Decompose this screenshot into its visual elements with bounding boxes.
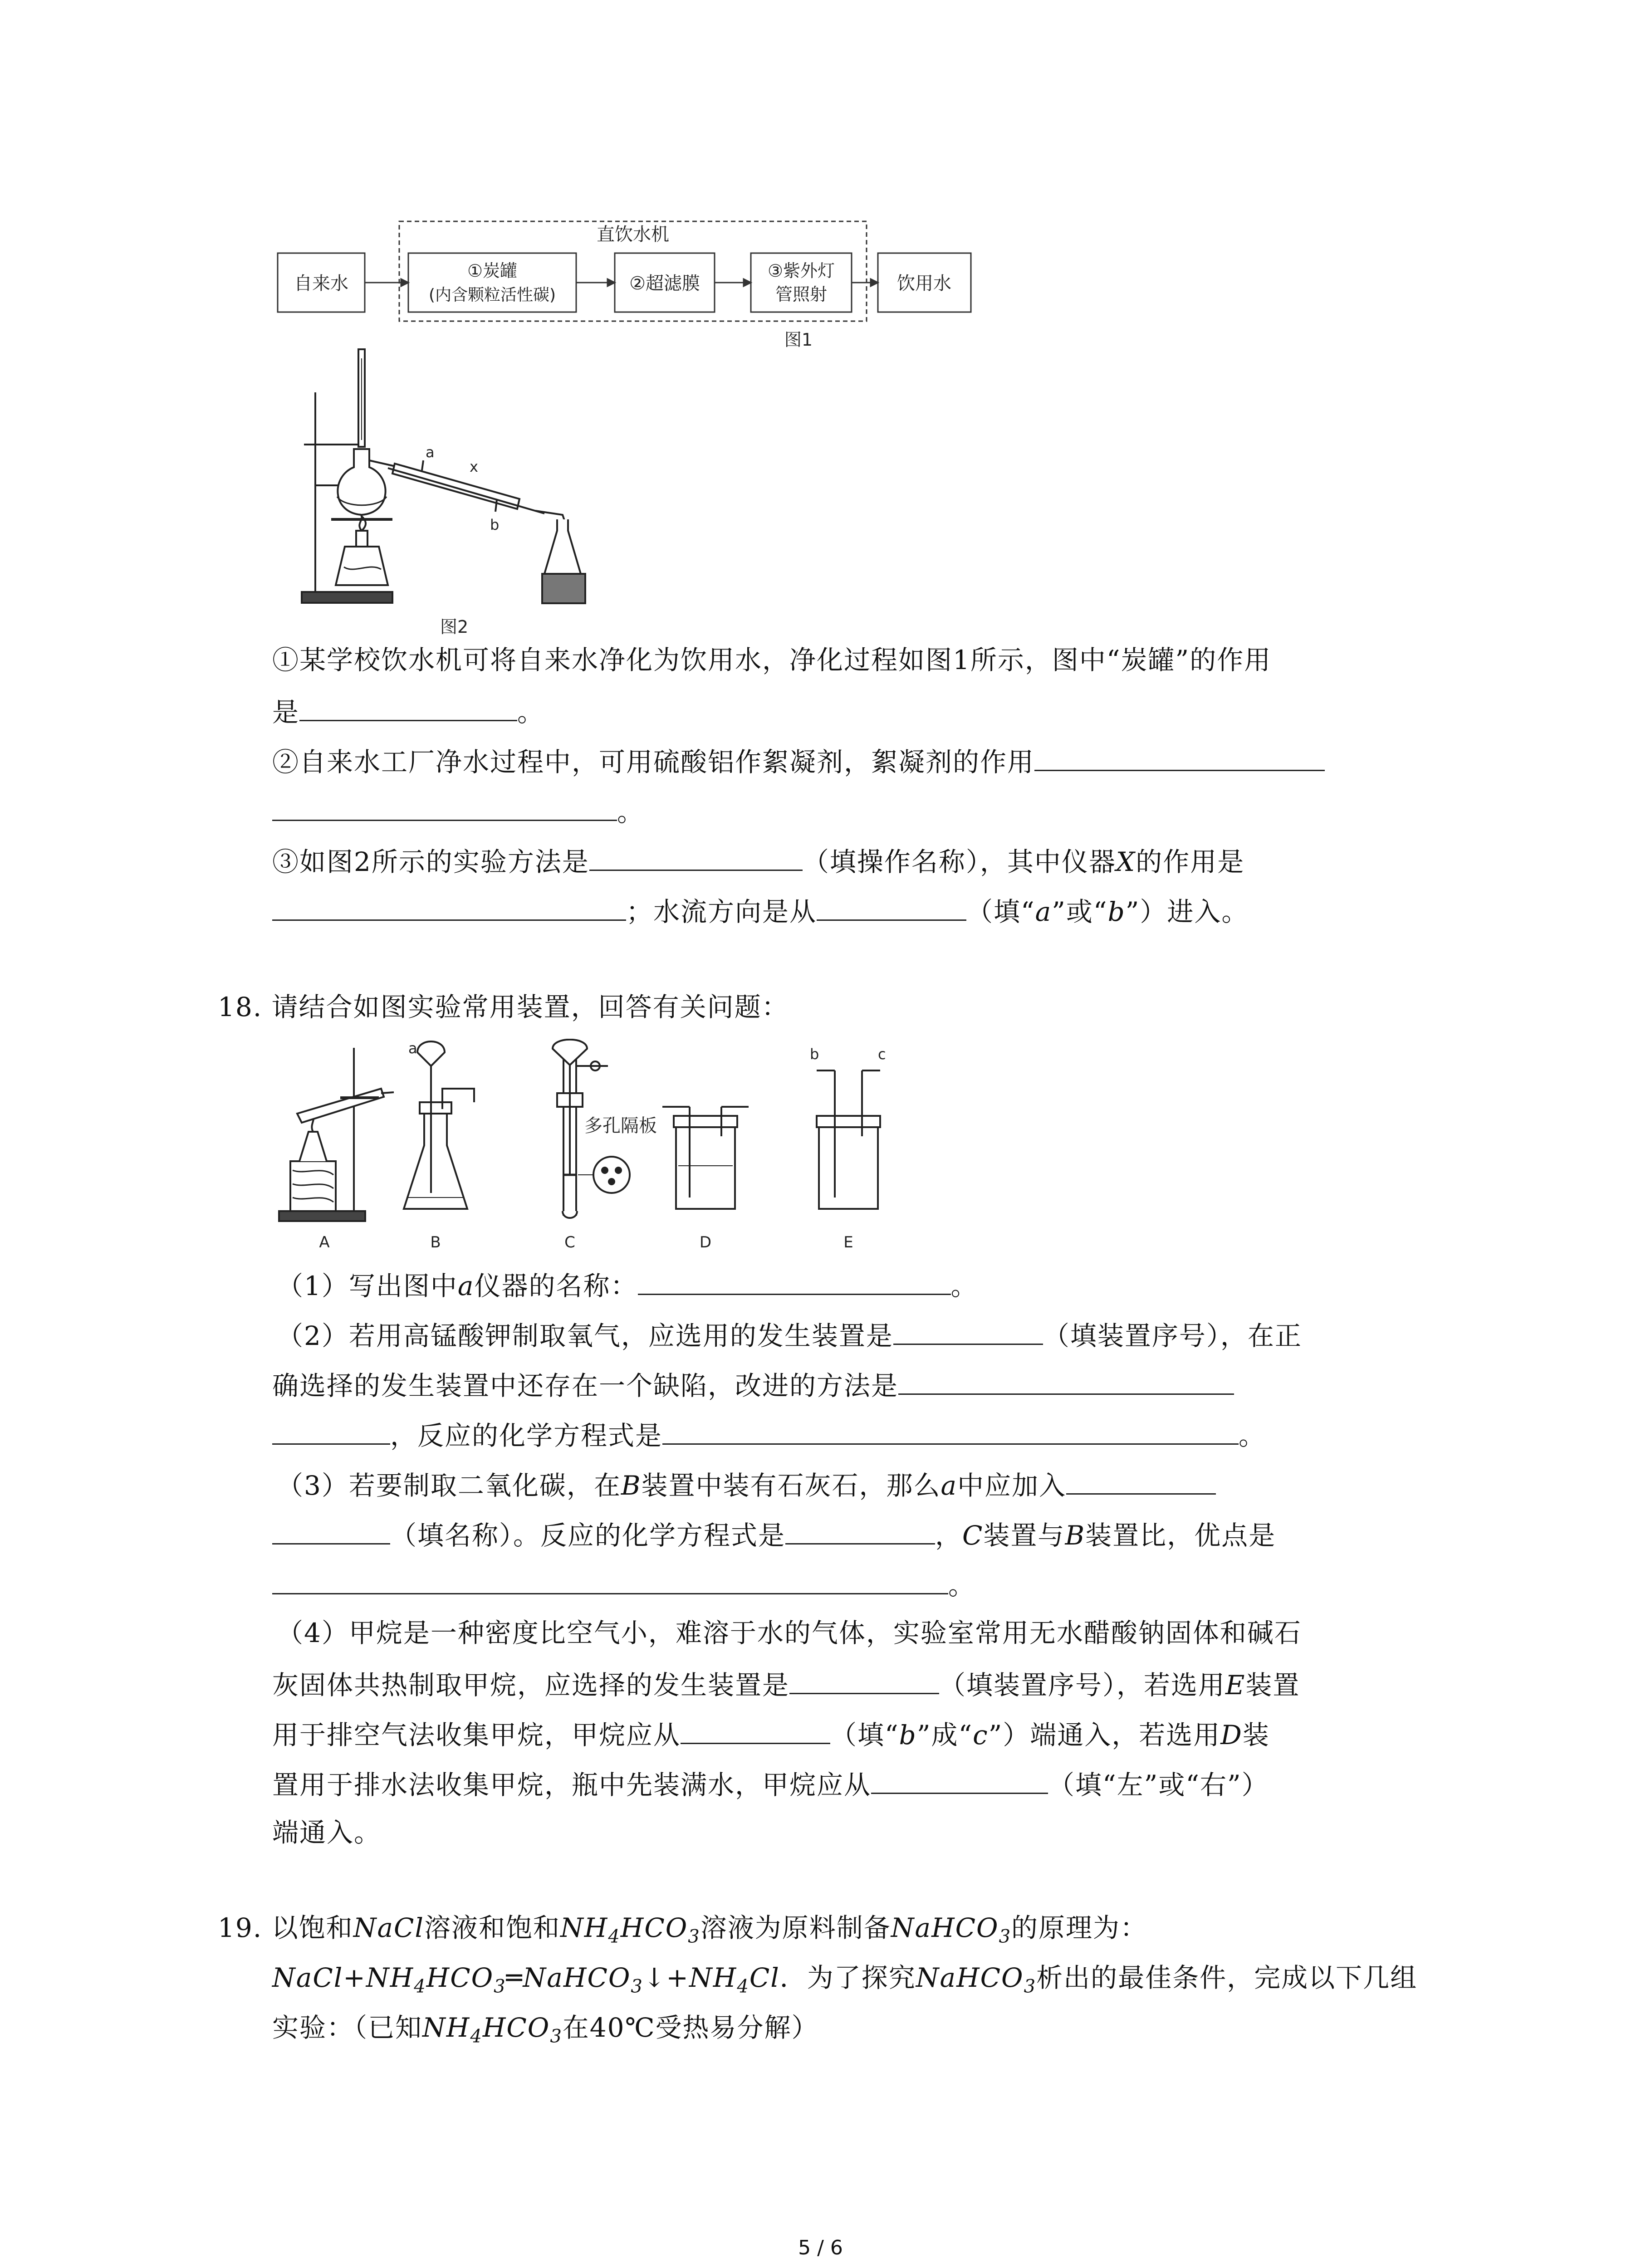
fig2-label-a: a [426,444,435,461]
q18-sub3-line1 [277,1465,1216,1504]
q17-p3d: ；水流方向是从 [626,896,817,927]
q18-s4g: ”成“ [916,1720,973,1750]
q17-part2-line2 [272,792,644,830]
q18-answer-blank-3a[interactable] [1066,1465,1216,1495]
q17-p2a: ②自来水工厂净水过程中，可用硫酸铝作絮凝剂，絮凝剂的作用 [272,747,1035,777]
q17-part1-line1 [272,642,1271,678]
q18-s3b: 装置中装有石灰石，那么 [641,1470,941,1501]
q19-nh4hco3-formula-2: $NH_4HCO_3$ [422,2012,563,2047]
q18-s4k: （填“左”或“右”） [1048,1769,1269,1800]
q19-nacl: NaCl [353,1912,424,1943]
q18-s4l: 端通入。 [272,1817,382,1848]
q19-l3a: 实验：（已知 [272,2012,423,2043]
page-number: 5 / 6 [798,2236,843,2259]
q17-p3e: （填“ [966,896,1035,927]
q18-s4-E: E [1225,1670,1246,1701]
q18-s3-a-italic: a [941,1470,958,1501]
q18-answer-blank-2d[interactable] [662,1415,1239,1445]
q18-s2e: 。 [1239,1420,1266,1451]
q18-label-b: b [810,1046,819,1063]
q18-s4j: 置用于排水法收集甲烷，瓶中先装满水，甲烷应从 [272,1769,872,1800]
q17-p3c: 的作用是 [1136,846,1245,877]
q18-s3f: 装置比，优点是 [1085,1520,1276,1551]
q17-answer-blank-2b[interactable] [272,792,617,821]
q18-sub4-line5 [272,1814,381,1851]
q18-s3c: 中应加入 [957,1470,1067,1501]
q17-answer-blank-3b[interactable] [272,891,626,921]
figure-q18-apparatus [272,1039,957,1261]
q18-sub2-line2 [272,1365,1234,1404]
q18-answer-blank-1[interactable] [638,1266,951,1295]
q18-answer-blank-2c[interactable] [272,1415,390,1445]
q18-sub4-line1 [277,1615,1302,1651]
q17-p2c: 。 [617,797,645,827]
fig1-caption: 图1 [784,330,813,350]
q18-s1c: 。 [950,1271,978,1301]
q19-l1b: 溶液和饱和 [424,1912,560,1943]
fig2-caption: 图2 [440,617,469,637]
q17-part1-line2 [272,692,544,730]
fig1-step3-line1: ③紫外灯 [767,261,835,281]
q17-p1c: 。 [517,697,545,728]
q19-line1 [218,1910,1147,1955]
q18-stem-text: 18. 请结合如图实验常用装置，回答有关问题： [218,992,789,1022]
q18-s3g: 。 [948,1570,976,1601]
q18-s3-C: C [962,1520,984,1551]
q18-app-label-a: A [319,1233,330,1251]
q17-p3-a-italic: a [1035,896,1052,927]
q18-s4c: （填装置序号），若选用 [939,1670,1226,1701]
q18-s4-c-italic: c [973,1720,989,1750]
q18-s1a: （1）写出图中 [277,1271,458,1301]
q18-sub2-line3 [272,1415,1266,1454]
q18-sub3-line3 [272,1565,975,1603]
q19-equation: $NaCl+NH_4HCO_3═NaHCO_3↓+NH_4Cl$ [272,1962,780,1997]
fig2-label-b: b [490,516,500,533]
fig1-step3-line2: 管照射 [775,284,828,304]
q18-stem [218,989,789,1025]
q18-sub3-line2 [272,1515,1276,1554]
q19-nahco3-formula-2: NaHCO$_3$ [916,1962,1037,1997]
q18-comma: ， [935,1520,963,1551]
q18-app-label-e: E [843,1233,853,1251]
q18-s4b: 灰固体共热制取甲烷，应选择的发生装置是 [272,1670,790,1701]
fig2-label-x: x [470,458,478,475]
q17-part3-line2 [272,891,1249,930]
q18-label-a: a [408,1040,417,1057]
q18-s1-a-italic: a [457,1271,475,1301]
q17-p3a: ③如图2所示的实验方法是 [272,846,589,877]
q17-p1b: 是 [272,697,300,728]
q18-s3-B2: B [1065,1520,1086,1551]
q18-s3e: 装置与 [983,1520,1065,1551]
q18-sub2-line1 [277,1315,1302,1354]
q17-answer-blank-1[interactable] [299,692,517,721]
q18-s3-B: B [621,1470,642,1501]
q17-p1a: ①某学校饮水机可将自来水净化为饮用水，净化过程如图1所示，图中“炭罐”的作用 [272,645,1272,675]
q17-p3-b-italic: b [1107,896,1126,927]
q17-p3f: ”或“ [1052,896,1108,927]
q18-s4f: （填“ [830,1720,899,1750]
q18-label-c: c [878,1046,886,1063]
fig1-title: 直饮水机 [597,224,669,245]
figure-2-distillation [290,340,635,640]
q18-s2b: （填装置序号），在正 [1043,1320,1302,1351]
q17-p3g: ”）进入。 [1125,896,1249,927]
q18-s3a: （3）若要制取二氧化碳，在 [277,1470,621,1501]
q18-s2d: ，反应的化学方程式是 [390,1420,663,1451]
q17-answer-blank-3c[interactable] [817,891,966,921]
q18-sub1 [277,1266,978,1304]
q18-answer-blank-3d[interactable] [272,1565,948,1594]
q18-answer-blank-2b[interactable] [898,1365,1234,1395]
q17-part3-line1 [272,841,1244,880]
q19-line2 [272,1960,1417,2005]
q19-l1a: 19. 以饱和 [218,1912,353,1943]
q17-p3b: （填操作名称），其中仪器 [802,846,1116,877]
q18-s4d: 装置 [1245,1670,1300,1701]
q18-sub4-line3 [272,1715,1270,1753]
q18-answer-blank-2a[interactable] [893,1315,1043,1345]
fig1-step1-line2: (内含颗粒活性碳) [428,286,556,304]
q19-l2b: 析出的最佳条件，完成以下几组 [1036,1962,1418,1993]
q17-part2-line1 [272,742,1325,780]
q18-s1b: 仪器的名称： [474,1271,638,1301]
q19-l1d: 的原理为： [1011,1912,1148,1943]
q18-s4i: 装 [1242,1720,1270,1750]
q18-porous-plate: 多孔隔板 [584,1115,657,1136]
q18-s4e: 用于排空气法收集甲烷，甲烷应从 [272,1720,681,1750]
q18-s2c: 确选择的发生装置中还存在一个缺陷，改进的方法是 [272,1370,899,1401]
q19-l3b: 在40℃受热易分解） [562,2012,819,2043]
q18-s3d: （填名称）。反应的化学方程式是 [390,1520,786,1551]
q18-sub4-line2 [272,1665,1300,1703]
q19-nh4hco3-formula: $NH_4HCO_3$ [560,1912,700,1947]
q18-s4h: ”）端通入，若选用 [988,1720,1221,1750]
q17-p3x: X [1116,846,1136,877]
q18-sub4-line4 [272,1765,1269,1803]
q17-answer-blank-3a[interactable] [589,841,803,871]
q18-answer-blank-4b[interactable] [681,1715,830,1744]
q18-app-label-c: C [564,1233,575,1251]
fig1-step2: ②超滤膜 [629,273,700,294]
q19-nahco3-formula: NaHCO$_3$ [891,1912,1012,1947]
q18-answer-blank-3c[interactable] [785,1515,935,1545]
q19-l2a: ．为了探究 [779,1962,916,1993]
q18-s4-b-italic: b [899,1720,917,1750]
q19-l1c: 溶液为原料制备 [700,1912,891,1943]
q18-s4a: （4）甲烷是一种密度比空气小，难溶于水的气体，实验室常用无水醋酸钠固体和碱石 [277,1618,1302,1648]
q18-s4-D: D [1220,1720,1243,1750]
q18-app-label-b: B [430,1233,441,1251]
q19-line3 [272,2009,818,2055]
fig1-step1-line1: ①炭罐 [467,261,518,281]
fig1-output: 饮用水 [897,273,951,294]
q18-answer-blank-3b[interactable] [272,1515,390,1545]
q18-app-label-d: D [699,1233,712,1251]
q17-answer-blank-2a[interactable] [1034,742,1325,771]
fig1-tap-water: 自来水 [294,273,348,294]
q18-answer-blank-4c[interactable] [871,1765,1048,1794]
q18-answer-blank-4a[interactable] [789,1665,939,1694]
q18-s2a: （2）若用高锰酸钾制取氧气，应选用的发生装置是 [277,1320,893,1351]
